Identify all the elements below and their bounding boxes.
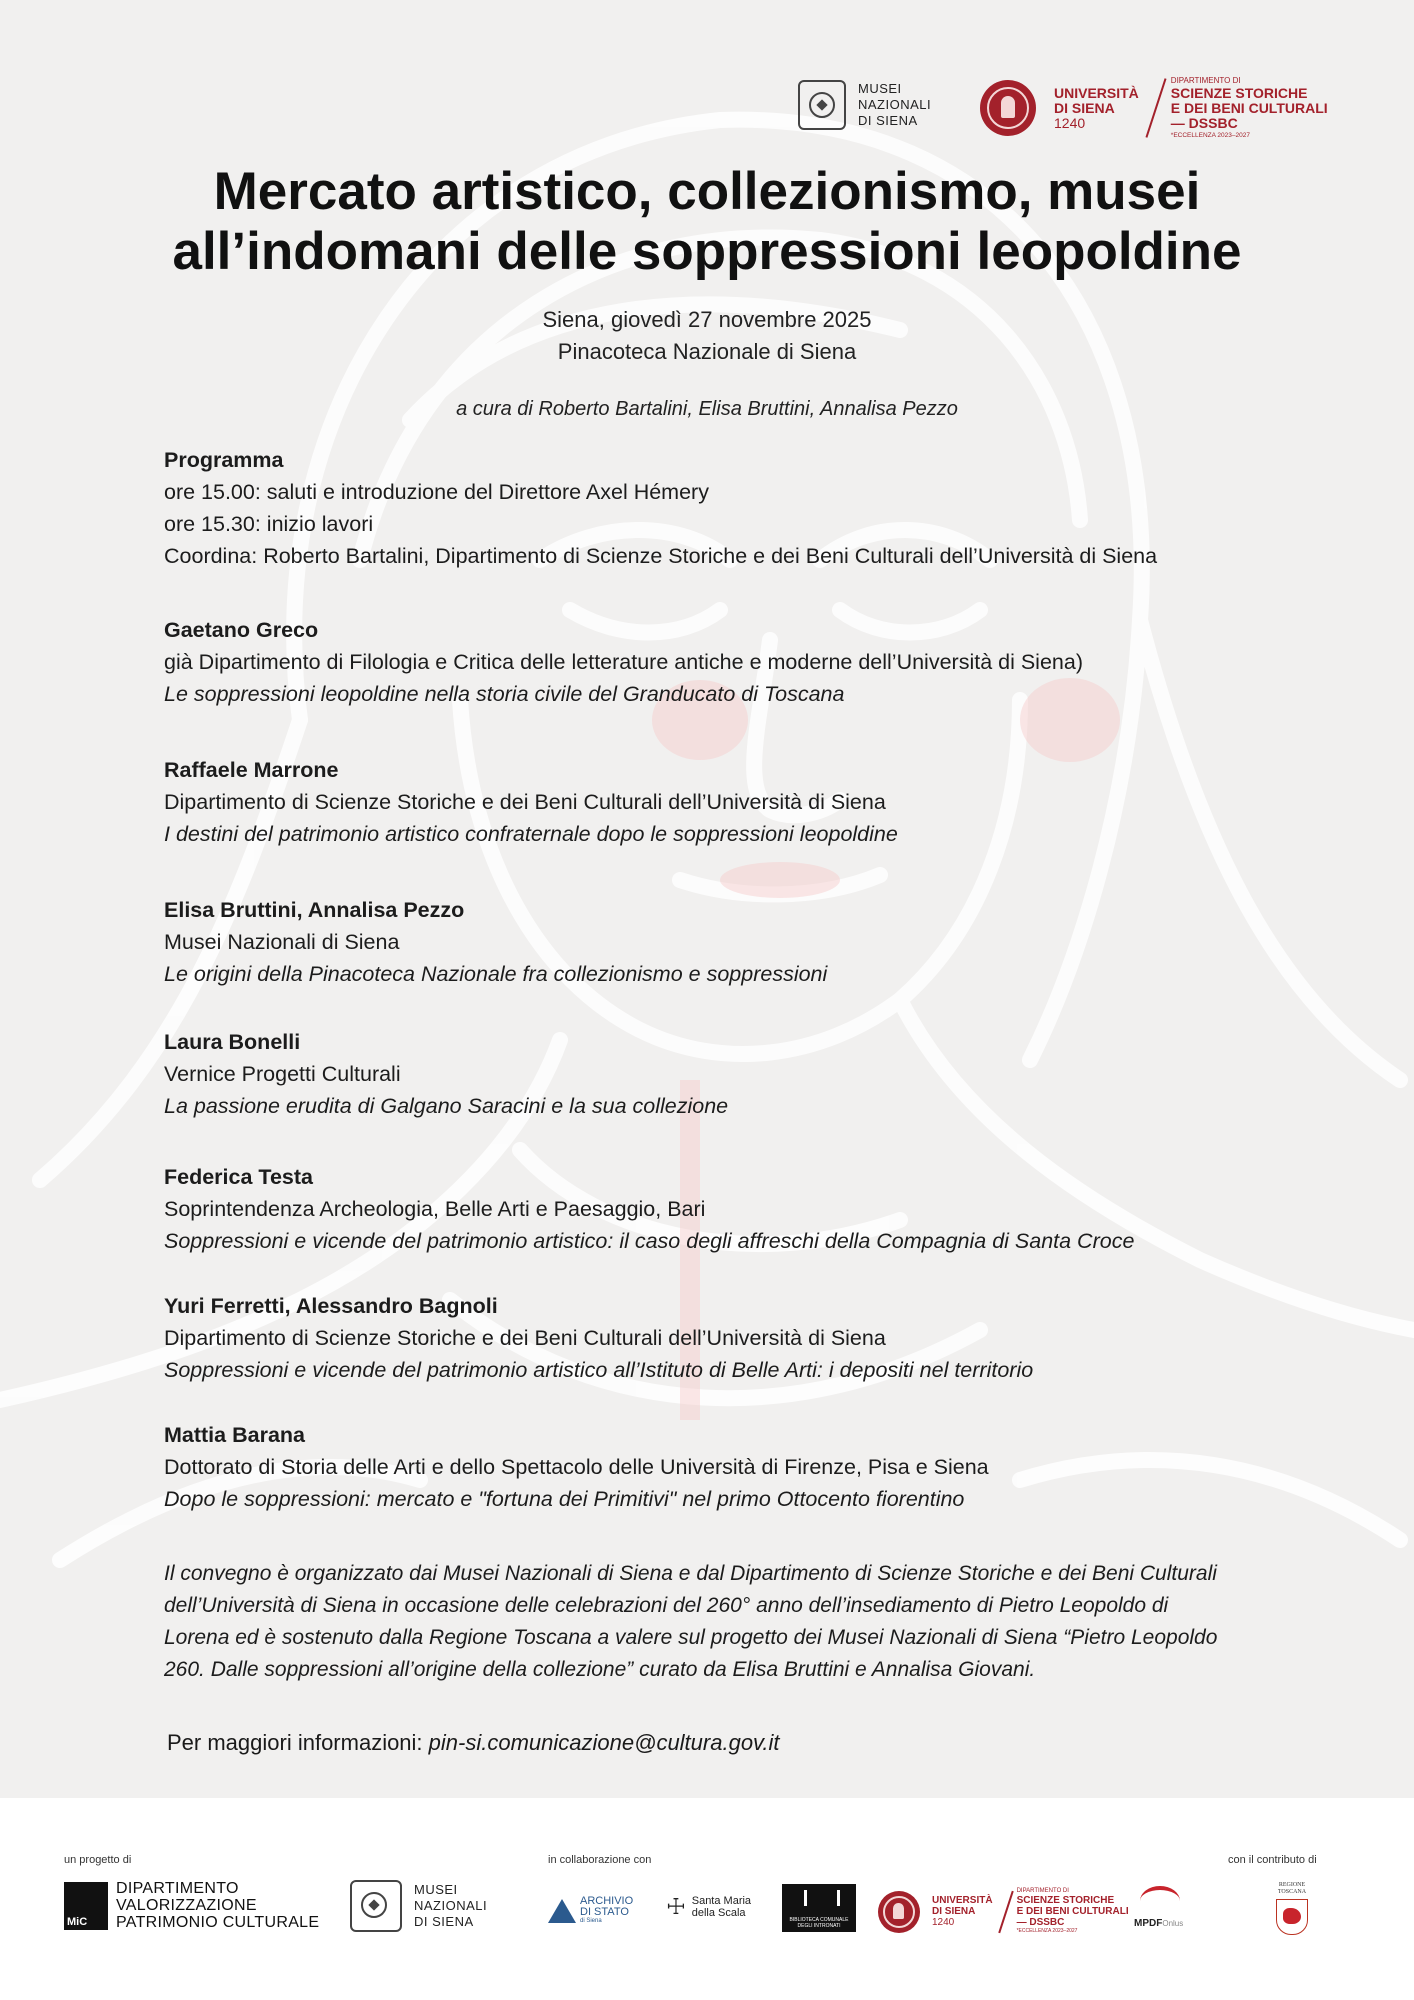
speaker-affiliation: Dottorato di Storia delle Arti e dello Spettacolo delle Università di Firenze, Pisa e Siena [164,1455,989,1479]
curators: a cura di Roberto Bartalini, Elisa Bruttini, Annalisa Pezzo [456,398,958,420]
contact-email-link[interactable]: pin-si.comunicazione@cultura.gov.it [428,1730,780,1755]
speaker-name: Mattia Barana [164,1423,305,1447]
talk-title: Dopo le soppressioni: mercato e "fortuna dei Primitivi" nel primo Ottocento fiorentino [164,1487,965,1511]
universita-siena-logo [980,76,1328,140]
musei-logo-text: MUSEI NAZIONALI DI SIENA [858,81,932,128]
talk-title: Soppressioni e vicende del patrimonio artistico: il caso degli affreschi della Compagnia di Santa Croce [164,1229,1135,1253]
programme-line: Coordina: Roberto Bartalini, Dipartimento di Scienze Storiche e dei Beni Culturali dell’Università di Siena [164,544,1158,568]
event-title: Mercato artistico, collezionismo, musei all’indomani delle soppressioni leopoldine [172,162,1242,281]
contact-info [167,1730,780,1756]
footer-partners [0,1798,1414,2000]
event-date: Siena, giovedì 27 novembre 2025 [542,307,872,332]
speaker-affiliation: Dipartimento di Scienze Storiche e dei Beni Culturali dell’Università di Siena [164,790,886,814]
speaker-affiliation: Dipartimento di Scienze Storiche e dei Beni Culturali dell’Università di Siena [164,1326,886,1350]
speaker-name: Elisa Bruttini, Annalisa Pezzo [164,898,465,922]
talk-title: Le soppressioni leopoldine nella storia civile del Granducato di Toscana [164,682,845,706]
project-label: un progetto di [64,1854,132,1866]
ladder-icon: ☩ [666,1894,686,1919]
speaker-name: Gaetano Greco [164,618,319,642]
speaker-name: Laura Bonelli [164,1030,301,1054]
speaker-affiliation: Soprintendenza Archeologia, Belle Arti e Paesaggio, Bari [164,1197,706,1221]
speaker-name: Raffaele Marrone [164,758,339,782]
talk-title: La passione erudita di Galgano Saracini e la sua collezione [164,1094,729,1118]
archivio-stato-logo: ARCHIVIO DI STATO di Siena [548,1896,633,1925]
talk-title: Le origini della Pinacoteca Nazionale fra collezionismo e soppressioni [164,962,828,986]
programme-heading: Programma [164,448,284,472]
mpdf-mark-icon [1140,1886,1180,1916]
programme-line: ore 15.30: inizio lavori [164,512,374,536]
logo-divider [1145,78,1166,138]
musei-nazionali-logo [798,80,931,130]
speaker-affiliation: Musei Nazionali di Siena [164,930,400,954]
santa-maria-della-scala-logo: ☩ Santa Maria della Scala [666,1894,752,1919]
speaker-affiliation: Vernice Progetti Culturali [164,1062,401,1086]
contribution-label: con il contributo di [1228,1854,1317,1866]
archivio-icon [548,1899,576,1923]
talk-title: I destini del patrimonio artistico confraternale dopo le soppressioni leopoldine [164,822,898,846]
closing-note: Il convegno è organizzato dai Musei Nazionali di Siena e dal Dipartimento di Scienze Storiche e dei Beni Culturali dell’Università di Siena in occasione delle celebrazioni del 260° anno dell’insediamento di Pietro Leopoldo di Lorena ed è sostenuto dalla Regione Toscana a valere sul progetto dei Musei Nazionali di Siena “Pietro Leopoldo 260. Dalle soppressioni all’origine della collezione” curato da Elisa Bruttini e Annalisa Giovani. [164,1562,1218,1681]
musei-emblem-icon [350,1880,402,1932]
biblioteca-intronati-logo: BIBLIOTECA COMUNALE DEGLI INTRONATI [782,1884,856,1932]
musei-emblem-icon [798,80,846,130]
speaker-name: Federica Testa [164,1165,313,1189]
speaker-affiliation: già Dipartimento di Filologia e Critica delle letterature antiche e moderne dell’Università di Siena) [164,650,1083,674]
dvpc-logo [64,1880,319,1931]
event-venue: Pinacoteca Nazionale di Siena [557,339,857,364]
dssbc-logo: DIPARTIMENTO DI SCIENZE STORICHE E DEI BENI CULTURALI — DSSBC *ECCELLENZA 2023–2027 [1170,76,1328,139]
talk-title: Soppressioni e vicende del patrimonio artistico all’Istituto di Belle Arti: i depositi nel territorio [164,1358,1034,1382]
mic-logo-icon: MiC [64,1882,108,1930]
university-seal-icon [878,1891,920,1933]
programme-line: ore 15.00: saluti e introduzione del Direttore Axel Hémery [164,480,709,504]
mpdf-onlus-logo: MPDFOnlus [1134,1886,1183,1929]
university-name: UNIVERSITÀ DI SIENA 1240 [1054,84,1139,131]
regione-toscana-logo: REGIONE TOSCANA [1272,1882,1312,1935]
collaboration-label: in collaborazione con [548,1854,652,1866]
speaker-name: Yuri Ferretti, Alessandro Bagnoli [164,1294,498,1318]
footer-unisi-dssbc-logo: UNIVERSITÀ DI SIENA 1240 DIPARTIMENTO DI SCIENZE STORICHE E DEI BENI CULTURALI — DSSBC *ECCELLENZA 2023–2027 [878,1888,1129,1935]
dvpc-text: DIPARTIMENTO VALORIZZAZIONE PATRIMONIO CULTURALE [116,1880,320,1931]
university-seal-icon [980,80,1036,136]
contact-label: Per maggiori informazioni: [167,1730,423,1755]
pegasus-shield-icon [1276,1899,1308,1935]
footer-musei-logo: MUSEI NAZIONALI DI SIENA [350,1880,487,1932]
